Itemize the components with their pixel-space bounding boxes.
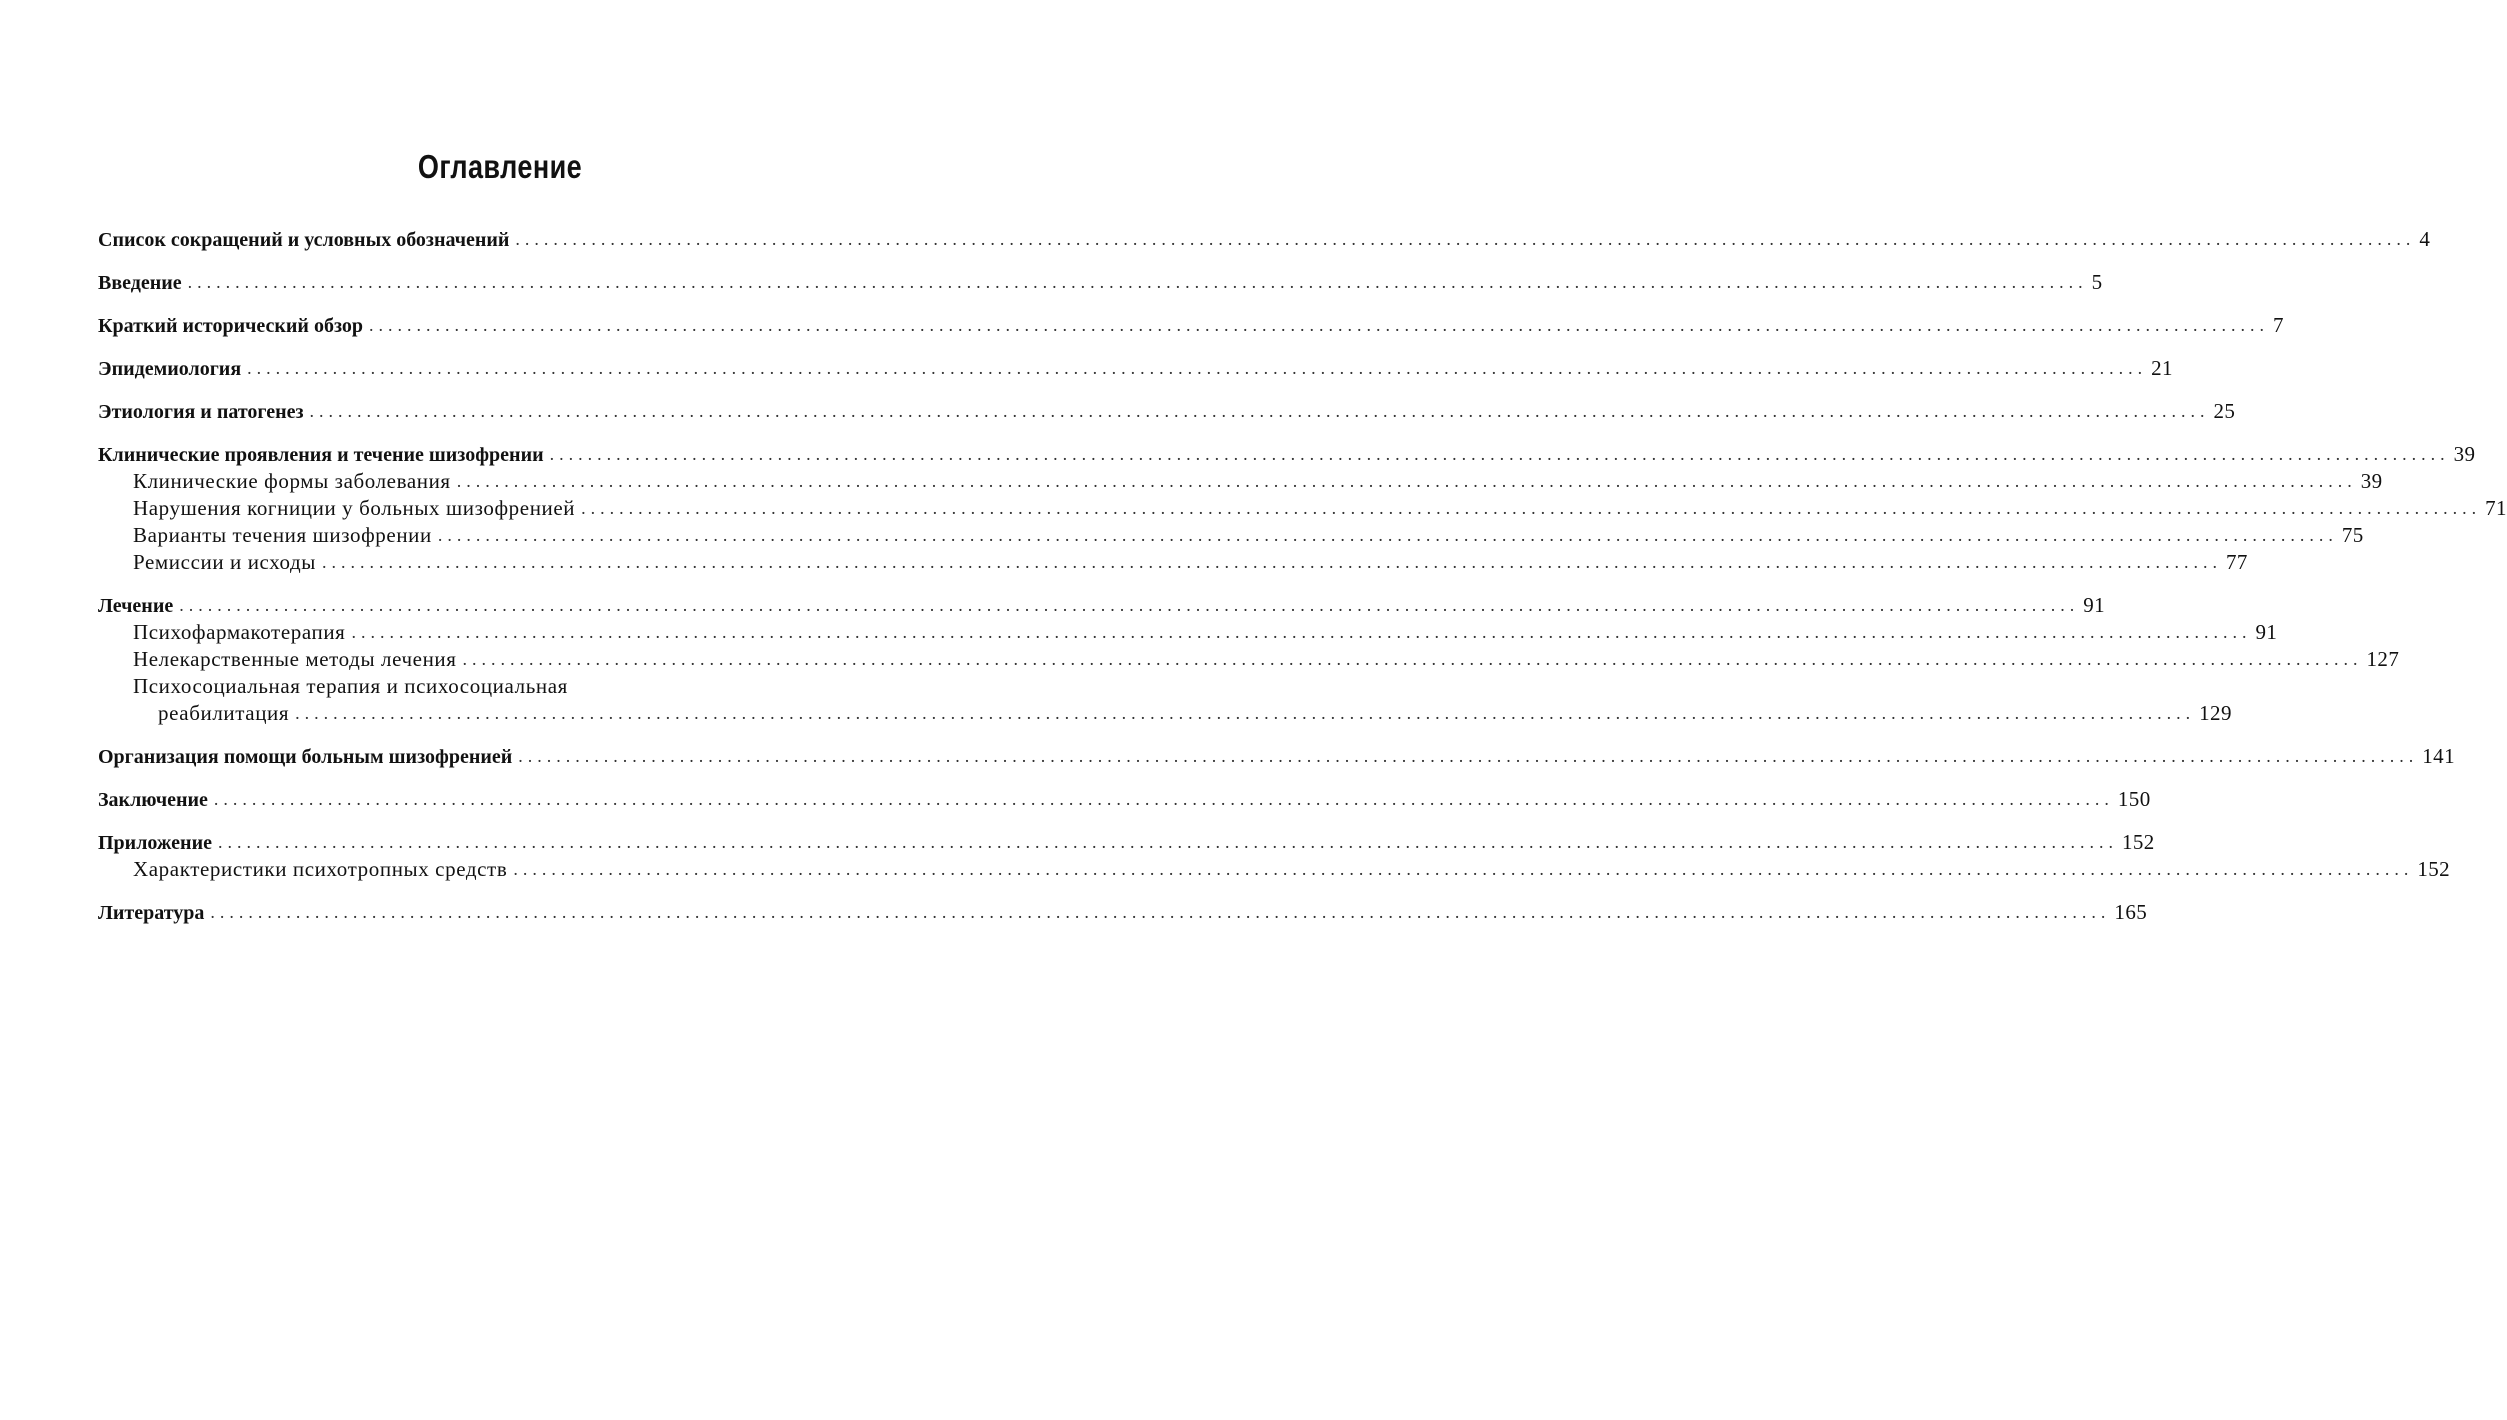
toc-entry-clinical[interactable] xyxy=(98,441,2476,468)
toc-entry-label: Лечение xyxy=(98,595,174,617)
toc-entry-label: Психосоциальная терапия и психосоциальная xyxy=(133,674,568,698)
page-title: Оглавление xyxy=(417,148,583,185)
dot-leader: ........................................................................................................................................................................................................ xyxy=(549,444,2450,464)
toc-entry-introduction[interactable] xyxy=(98,269,2103,296)
toc-subentry-psychosocial[interactable] xyxy=(98,673,890,700)
toc-entry-label: Заключение xyxy=(98,789,208,811)
toc-entry-label: Список сокращений и условных обозначений xyxy=(98,229,510,251)
toc-entry-label: Клинические проявления и течение шизофрении xyxy=(98,444,544,466)
toc-page-number: 150 xyxy=(2117,787,2151,811)
toc-page-number: 91 xyxy=(2255,620,2278,644)
toc-subentry-course-variants[interactable] xyxy=(98,522,2364,549)
dot-leader: ........................................................................................................................................................................................................ xyxy=(213,789,2114,809)
table-of-contents xyxy=(98,226,2507,926)
toc-entry-conclusion[interactable] xyxy=(98,786,2151,813)
toc-page-number: 127 xyxy=(2366,647,2400,671)
toc-subentry-clinical-forms[interactable] xyxy=(98,468,2383,495)
toc-entry-label: Введение xyxy=(98,272,182,294)
dot-leader: ........................................................................................................................................................................................................ xyxy=(513,859,2414,879)
toc-page-number: 77 xyxy=(2225,550,2248,574)
toc-entry-references[interactable] xyxy=(98,899,2148,926)
toc-entry-epidemiology[interactable] xyxy=(98,355,2173,382)
toc-page-number: 91 xyxy=(2083,593,2106,617)
toc-subentry-cognition[interactable] xyxy=(98,495,2507,522)
toc-entry-organization[interactable] xyxy=(98,743,2455,770)
toc-page-number: 39 xyxy=(2453,442,2476,466)
dot-leader: ........................................................................................................................................................................................................ xyxy=(462,649,2363,669)
toc-page-number: 152 xyxy=(2417,857,2451,881)
toc-page-number: 4 xyxy=(2419,227,2431,251)
toc-entry-label: Нелекарственные методы лечения xyxy=(133,647,457,671)
toc-page-number: 39 xyxy=(2360,469,2383,493)
toc-subentry-pharmacotherapy[interactable] xyxy=(98,619,2278,646)
toc-page-number: 141 xyxy=(2422,744,2455,768)
dot-leader: ........................................................................................................................................................................................................ xyxy=(581,498,2482,518)
toc-page-number: 165 xyxy=(2114,900,2148,924)
toc-page-number: 7 xyxy=(2273,313,2284,337)
dot-leader: ........................................................................................................................................................................................................ xyxy=(515,229,2416,249)
dot-leader: ........................................................................................................................................................................................................ xyxy=(187,272,2088,292)
toc-entry-label: реабилитация xyxy=(158,701,290,725)
toc-entry-label: Этиология и патогенез xyxy=(98,401,304,423)
dot-leader: ........................................................................................................................................................................................................ xyxy=(309,401,2210,421)
dot-leader: ........................................................................................................................................................................................................ xyxy=(210,902,2111,922)
toc-page-number: 129 xyxy=(2199,701,2232,725)
toc-entry-label: Психофармакотерапия xyxy=(133,620,346,644)
toc-entry-label: Ремиссии и исходы xyxy=(133,550,316,574)
dot-leader: ........................................................................................................................................................................................................ xyxy=(247,358,2148,378)
dot-leader: ........................................................................................................................................................................................................ xyxy=(321,552,2222,572)
toc-entry-label: Организация помощи больным шизофренией xyxy=(98,746,513,768)
dot-leader: ........................................................................................................................................................................................................ xyxy=(217,832,2118,852)
toc-subentry-psychosocial-continued[interactable] xyxy=(98,700,2232,727)
dot-leader: ........................................................................................................................................................................................................ xyxy=(437,525,2338,545)
toc-subentry-psychotropic[interactable] xyxy=(98,856,2451,883)
toc-subentry-remissions[interactable] xyxy=(98,549,2248,576)
dot-leader: ........................................................................................................................................................................................................ xyxy=(369,315,2269,335)
toc-page-number: 152 xyxy=(2121,830,2155,854)
toc-entry-label: Краткий исторический обзор xyxy=(98,315,363,337)
toc-page-number: 71 xyxy=(2485,496,2507,520)
toc-entry-history[interactable] xyxy=(98,312,2284,339)
toc-subentry-non-drug[interactable] xyxy=(98,646,2400,673)
dot-leader: ........................................................................................................................................................................................................ xyxy=(456,471,2357,491)
dot-leader: ........................................................................................................................................................................................................ xyxy=(295,703,2196,723)
toc-entry-label: Приложение xyxy=(98,832,212,854)
toc-entry-label: Литература xyxy=(98,902,205,924)
toc-entry-label: Клинические формы заболевания xyxy=(133,469,451,493)
toc-page-number: 25 xyxy=(2213,399,2236,423)
toc-page-number: 5 xyxy=(2091,270,2103,294)
toc-entry-label: Характеристики психотропных средств xyxy=(133,857,508,881)
toc-page-number: 75 xyxy=(2341,523,2364,547)
toc-entry-appendix[interactable] xyxy=(98,829,2155,856)
toc-entry-treatment[interactable] xyxy=(98,592,2106,619)
toc-entry-etiology[interactable] xyxy=(98,398,2236,425)
toc-entry-label: Варианты течения шизофрении xyxy=(133,523,432,547)
toc-entry-label: Нарушения когниции у больных шизофренией xyxy=(133,496,576,520)
toc-entry-label: Эпидемиология xyxy=(98,358,242,380)
dot-leader: ........................................................................................................................................................................................................ xyxy=(351,622,2252,642)
toc-page-number: 21 xyxy=(2151,356,2173,380)
dot-leader: ........................................................................................................................................................................................................ xyxy=(518,746,2419,766)
toc-entry-abbreviations[interactable] xyxy=(98,226,2431,253)
dot-leader: ........................................................................................................................................................................................................ xyxy=(179,595,2080,615)
